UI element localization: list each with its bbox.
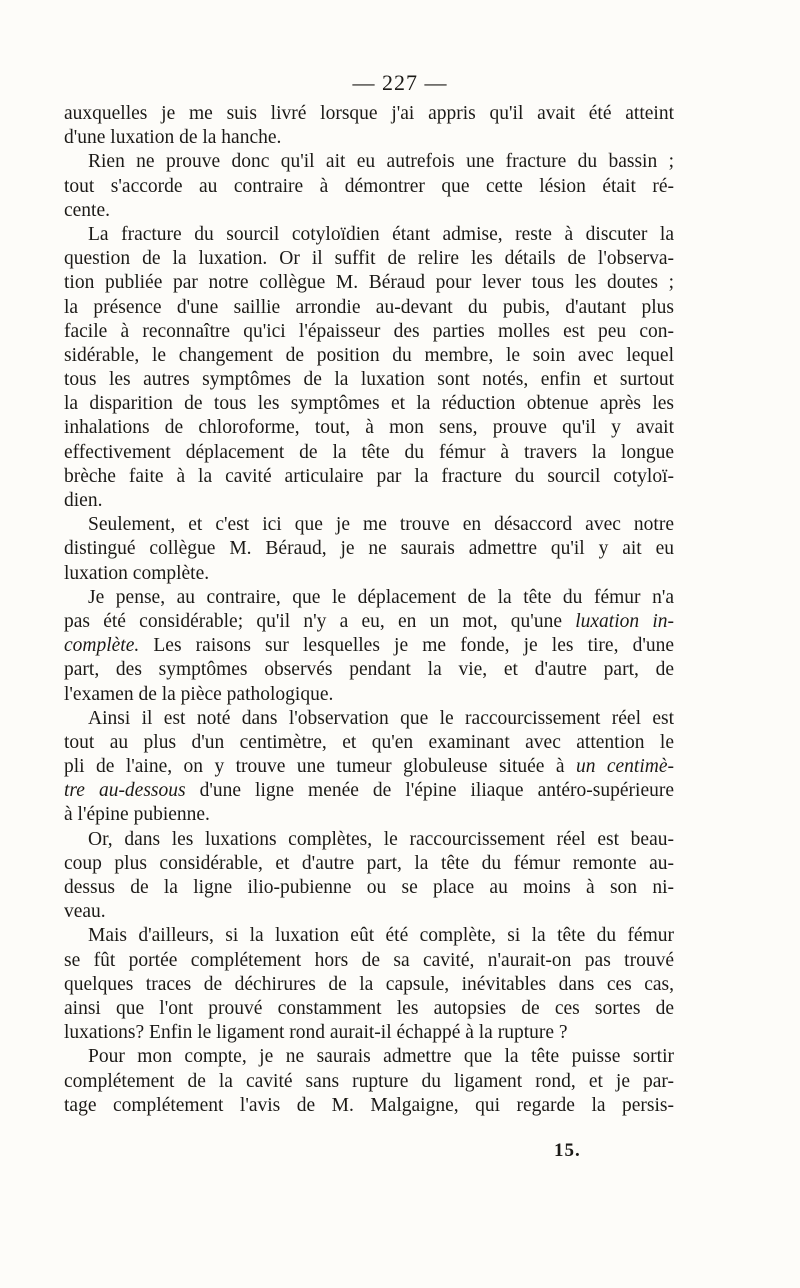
text-line [64, 392, 674, 416]
text-line [64, 586, 674, 610]
text-line [64, 1070, 674, 1094]
text-line [64, 465, 674, 489]
line-text: part, des symptômes observés pendant la vie, et d'autre part, de [64, 659, 674, 681]
text-line [64, 803, 674, 827]
line-text-after: d'une ligne menée de l'épine iliaque antéro-supérieure [185, 780, 674, 802]
line-text: veau. [64, 901, 106, 923]
body-text [64, 102, 674, 1118]
line-text: Mais d'ailleurs, si la luxation eût été complète, si la tête du fémur [88, 925, 674, 947]
text-line [64, 175, 674, 199]
text-line [64, 562, 674, 586]
emphasized-text: un centimè- [575, 756, 674, 778]
line-text: tout au plus d'un centimètre, et qu'en examinant avec attention le [64, 731, 674, 753]
text-line [64, 949, 674, 973]
line-text: auxquelles je me suis livré lorsque j'ai appris qu'il avait été atteint [64, 103, 674, 124]
line-text: quelques traces de déchirures de la capsule, inévitables dans ces cas, [64, 973, 674, 995]
text-line [64, 973, 674, 997]
text-line [64, 296, 674, 320]
text-line [64, 416, 674, 440]
text-line [64, 320, 674, 344]
line-text: pas été considérable; qu'il n'y a eu, en un mot, qu'une [64, 610, 576, 632]
line-text: coup plus considérable, et d'autre part, la tête du fémur remonte au- [64, 852, 674, 874]
line-text: complétement de la cavité sans rupture du ligament rond, et je par- [64, 1070, 674, 1092]
line-text: l'examen de la pièce pathologique. [64, 683, 334, 705]
line-text: tous les autres symptômes de la luxation sont notés, enfin et surtout [64, 369, 674, 391]
text-line [64, 610, 674, 634]
line-text: dessus de la ligne ilio-pubienne ou se place au moins à son ni- [64, 877, 674, 898]
line-text: inhalations de chloroforme, tout, à mon sens, prouve qu'il y avait [64, 417, 674, 439]
text-line [64, 441, 674, 465]
emphasized-text: complète. [64, 635, 140, 657]
text-line [64, 247, 674, 271]
line-text: Seulement, et c'est ici que je me trouve en désaccord avec notre [88, 514, 674, 536]
line-text: ainsi que l'ont prouvé constamment les autopsies de ces sortes de [64, 997, 674, 1019]
emphasized-text: luxation in- [575, 610, 674, 632]
text-line [64, 900, 674, 924]
line-text: se fût portée complétement hors de sa cavité, n'aurait-on pas trouvé [64, 949, 674, 971]
line-text: facile à reconnaître qu'ici l'épaisseur des parties molles est peu con- [64, 320, 674, 342]
text-line [64, 150, 674, 174]
text-line [64, 876, 674, 900]
line-text: dien. [64, 490, 103, 511]
text-line [64, 707, 674, 731]
line-text: tage complétement l'avis de M. Malgaigne, qui regarde la persis- [64, 1094, 674, 1116]
line-text: Rien ne prouve donc qu'il ait eu autrefois une fracture du bassin ; [88, 151, 674, 173]
text-line [64, 513, 674, 537]
text-line [64, 828, 674, 852]
line-text: luxation complète. [64, 562, 210, 584]
page-number: — 227 — [352, 70, 448, 95]
line-text: Je pense, au contraire, que le déplacement de la tête du fémur n'a [88, 586, 674, 608]
line-text: la disparition de tous les symptômes et la réduction obtenue après les [64, 393, 674, 415]
line-text: à l'épine pubienne. [64, 804, 210, 826]
text-line [64, 683, 674, 707]
text-line [64, 779, 674, 803]
text-line [64, 1021, 674, 1045]
signature-mark: 15. [554, 1140, 581, 1161]
text-line [64, 634, 674, 658]
text-line [64, 126, 674, 150]
line-text: Ainsi il est noté dans l'observation que le raccourcissement réel est [88, 707, 674, 729]
line-text: distingué collègue M. Béraud, je ne saurais admettre qu'il y ait eu [64, 538, 674, 560]
line-text: brèche faite à la cavité articulaire par la fracture du sourcil cotyloï- [64, 465, 674, 487]
text-line [64, 924, 674, 948]
text-line [64, 271, 674, 295]
text-line [64, 731, 674, 755]
text-line [64, 1094, 674, 1118]
text-line [64, 658, 674, 682]
line-text: La fracture du sourcil cotyloïdien étant admise, reste à discuter la [88, 223, 674, 245]
line-text: cente. [64, 199, 111, 221]
line-text: tout s'accorde au contraire à démontrer que cette lésion était ré- [64, 175, 674, 197]
text-line [64, 223, 674, 247]
text-line [64, 199, 674, 223]
line-text: Or, dans les luxations complètes, le raccourcissement réel est beau- [88, 828, 674, 850]
line-text: effectivement déplacement de la tête du fémur à travers la longue [64, 441, 674, 463]
line-text: tion publiée par notre collègue M. Béraud pour lever tous les doutes ; [64, 272, 674, 294]
line-text: sidérable, le changement de position du membre, le soin avec lequel [64, 344, 674, 366]
line-text: pli de l'aine, on y trouve une tumeur globuleuse située à [64, 756, 576, 778]
text-line [64, 997, 674, 1021]
emphasized-text: tre au-dessous [64, 780, 186, 802]
text-line [64, 368, 674, 392]
text-line [64, 755, 674, 779]
line-text: d'une luxation de la hanche. [64, 127, 282, 149]
line-text: Pour mon compte, je ne saurais admettre que la tête puisse sortir [88, 1046, 674, 1068]
text-line [64, 852, 674, 876]
line-text: question de la luxation. Or il suffit de relire les détails de l'observa- [64, 248, 674, 270]
line-text-after: Les raisons sur lesquelles je me fonde, je les tire, d'une [139, 635, 674, 657]
text-line [64, 489, 674, 513]
text-line [64, 344, 674, 368]
text-line [64, 1045, 674, 1069]
text-line [64, 537, 674, 561]
line-text: la présence d'une saillie arrondie au-devant du pubis, d'autant plus [64, 296, 674, 318]
text-line [64, 102, 674, 126]
line-text: luxations? Enfin le ligament rond aurait-il échappé à la rupture ? [64, 1022, 568, 1044]
